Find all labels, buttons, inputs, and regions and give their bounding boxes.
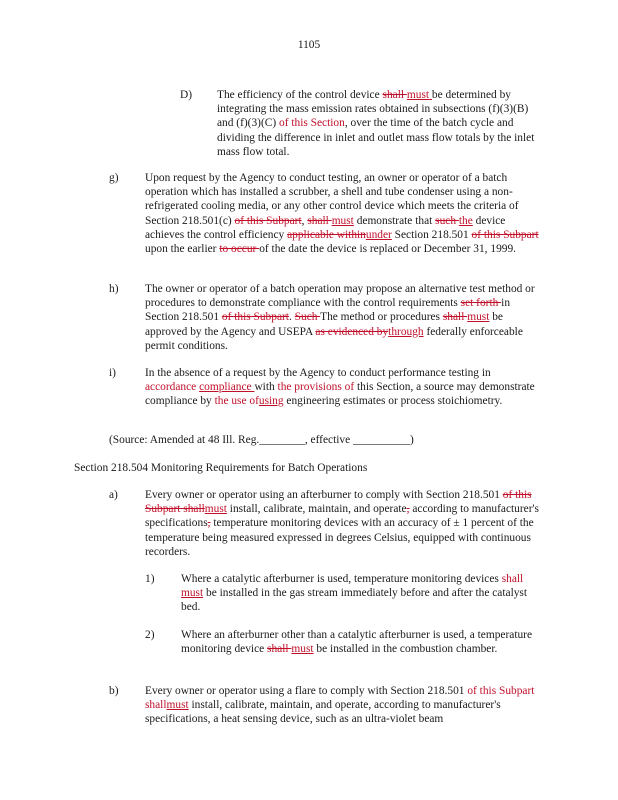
source-note: (Source: Amended at 48 Ill. Reg.________, effective __________) xyxy=(109,434,414,446)
para-i-text: In the absence of a request by the Agency to conduct performance testing in accordance compliance with the provisions of this Section, a source may demonstrate compliance by the use ofusing engineering estimates or process stoichiometry. xyxy=(145,367,535,408)
para-b-text: Every owner or operator using a flare to comply with Section 218.501 of this Subpart shallmust install, calibrate, maintain, and operate, according to manufacturer's specifications, a heat sensing device, such as an ultra-violet beam xyxy=(145,685,535,726)
para-g-label: g) xyxy=(109,172,119,184)
sub-d-text: The efficiency of the control device shall must be determined by integrating the mass emission rates obtained in subsections (f)(3)(B) and (f)(3)(C) of this Section, over the time of the batch cycle and dividing the difference in inlet and outlet mass flow totals by the inlet mass flow total. xyxy=(217,89,535,158)
para-g-text: Upon request by the Agency to conduct testing, an owner or operator of a batch operation which has installed a scrubber, a shell and tube condenser using a non-refrigerated cooling media, or any other control device which meets the criteria of Section 218.501(c) of this Subpart, shall must demonstrate that such the device achieves the control efficiency applicable withinunder Section 218.501 of this Subpart upon the earlier to occur of the date the device is replaced or December 31, 1999. xyxy=(145,172,539,256)
para-i-label: i) xyxy=(109,367,116,379)
para-b-label: b) xyxy=(109,685,119,697)
item-1-label: 1) xyxy=(145,573,155,585)
sub-d-label: D) xyxy=(180,89,193,101)
item-1-text: Where a catalytic afterburner is used, temperature monitoring devices shall must be installed in the gas stream immediately before and after the catalyst bed. xyxy=(181,573,528,614)
item-2-label: 2) xyxy=(145,629,155,641)
item-2-text: Where an afterburner other than a catalytic afterburner is used, a temperature monitoring device shall must be installed in the combustion chamber. xyxy=(181,629,533,656)
section-heading: Section 218.504 Monitoring Requirements for Batch Operations xyxy=(74,462,368,474)
para-a-label: a) xyxy=(109,489,118,501)
para-a-text: Every owner or operator using an afterburner to comply with Section 218.501 of this Subpart shallmust install, calibrate, maintain, and operate, according to manufacturer's specifications, temperature monitoring devices with an accuracy of ± 1 percent of the temperature being measured expressed in degrees Celsius, equipped with continuous recorders. xyxy=(145,489,539,558)
para-h-label: h) xyxy=(109,283,119,295)
para-h-text: The owner or operator of a batch operation may propose an alternative test method or procedures to demonstrate compliance with the control requirements set forth in Section 218.501 of this Subpart. Such The method or procedures shall must be approved by the Agency and USEPA as evidenced bythrough federally enforceable permit conditions. xyxy=(145,283,535,352)
page-number: 1105 xyxy=(297,39,321,51)
